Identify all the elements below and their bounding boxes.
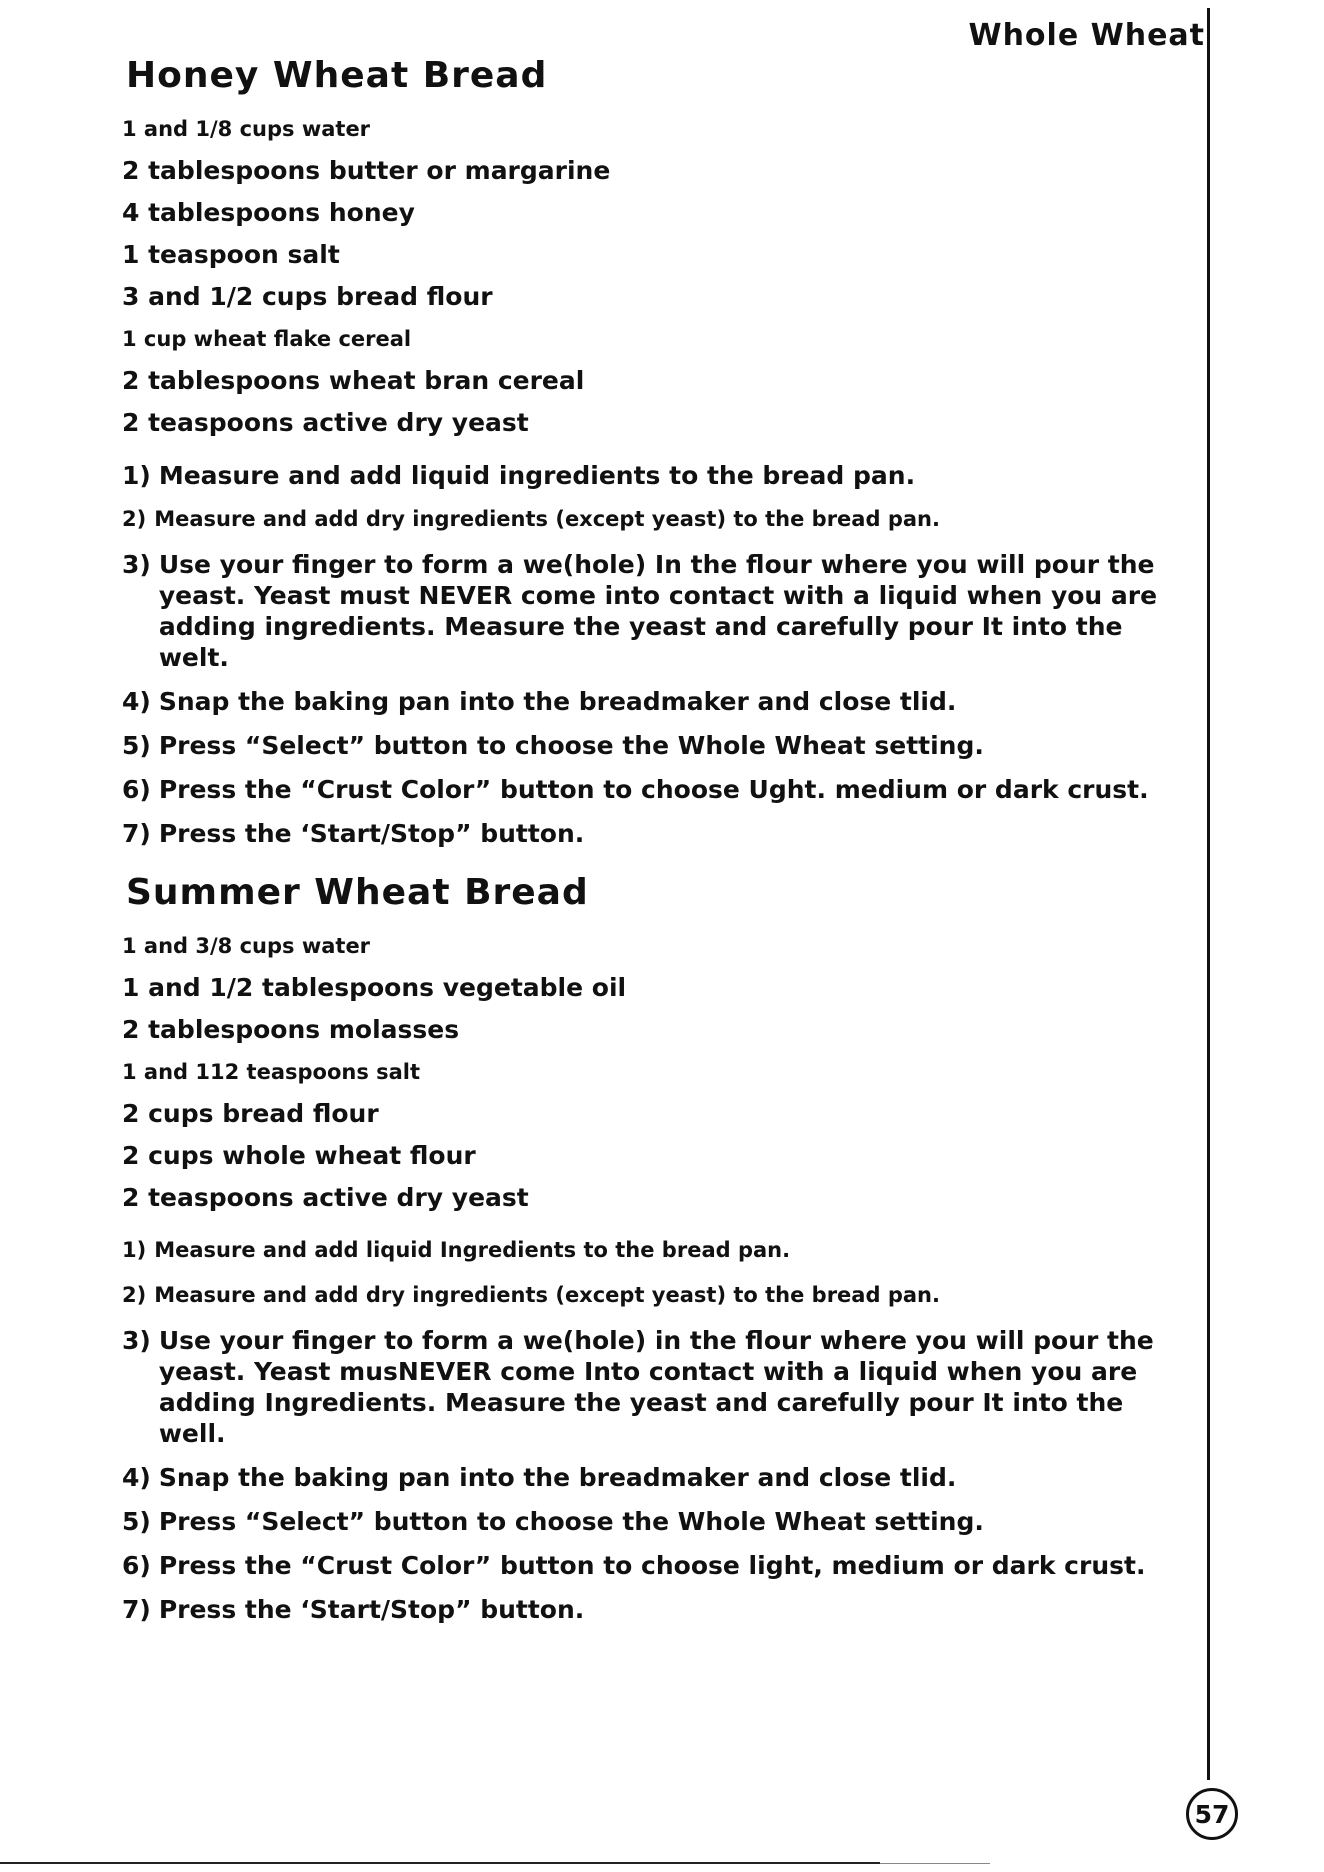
ingredient-item: 2 teaspoons active dry yeast <box>122 408 529 437</box>
section-title: Whole Wheat <box>968 18 1205 53</box>
ingredient-item: 2 teaspoons active dry yeast <box>122 1183 529 1212</box>
ingredient-item: 1 and 3/8 cups water <box>122 934 371 958</box>
ingredient-list <box>122 925 1182 1219</box>
step-text: Press the “Crust Color” button to choose light, medium or dark crust. <box>158 1551 1146 1580</box>
step-number: 6) <box>122 775 151 804</box>
ingredient-item: 2 tablespoons butter or margarine <box>122 156 611 185</box>
recipe-title: Summer Wheat Bread <box>126 872 589 913</box>
bottom-rule <box>0 1862 880 1864</box>
step-text: Measure and add liquid ingredients to the bread pan. <box>158 461 916 490</box>
step-text: Press “Select” button to choose the Whole Wheat setting. <box>158 731 984 760</box>
ingredient-item: 2 cups bread flour <box>122 1099 379 1128</box>
step-text: Use your finger to form a we(hole) in the flour where you will pour the yeast. Yeast musNEVER come Into contact with a liquid when you are adding Ingredients. Measure the yeast and carefully pour It into the well. <box>158 1326 1154 1448</box>
step-number: 3) <box>122 550 151 579</box>
ingredient-item: 3 and 1/2 cups bread flour <box>122 282 493 311</box>
step-item <box>122 504 1182 535</box>
step-number: 6) <box>122 1551 151 1580</box>
step-item <box>122 1235 1182 1266</box>
step-item <box>122 1550 1182 1581</box>
step-item <box>122 549 1182 673</box>
step-item <box>122 1325 1182 1449</box>
ingredient-item: 1 and 1/8 cups water <box>122 117 371 141</box>
recipe-summer-wheat-bread <box>122 872 1182 1638</box>
step-item <box>122 1594 1182 1625</box>
step-text: Press the ‘Start/Stop” button. <box>158 819 585 848</box>
step-text: Measure and add liquid Ingredients to the bread pan. <box>154 1238 791 1262</box>
step-number: 1) <box>122 461 151 490</box>
step-number: 3) <box>122 1326 151 1355</box>
ingredient-item: 2 tablespoons wheat bran cereal <box>122 366 585 395</box>
step-item <box>122 686 1182 717</box>
step-item <box>122 730 1182 761</box>
recipe-title: Honey Wheat Bread <box>126 55 548 96</box>
recipe-honey-wheat-bread <box>122 55 1182 862</box>
step-item <box>122 818 1182 849</box>
step-item <box>122 1462 1182 1493</box>
step-number: 2) <box>122 1283 147 1307</box>
margin-rule <box>1207 8 1210 1780</box>
step-number: 7) <box>122 819 151 848</box>
ingredient-item: 1 cup wheat flake cereal <box>122 327 412 351</box>
step-item <box>122 774 1182 805</box>
step-number: 4) <box>122 1463 151 1492</box>
step-text: Use your finger to form a we(hole) In the flour where you will pour the yeast. Yeast must NEVER come into contact with a liquid when you are adding ingredients. Measure the yeast and carefully pour It into the welt. <box>158 550 1158 672</box>
step-number: 5) <box>122 1507 151 1536</box>
step-text: Snap the baking pan into the breadmaker and close tlid. <box>158 1463 957 1492</box>
ingredient-item: 4 tablespoons honey <box>122 198 415 227</box>
step-item <box>122 1280 1182 1311</box>
ingredient-list <box>122 108 1182 444</box>
ingredient-item: 2 cups whole wheat flour <box>122 1141 476 1170</box>
ingredient-item: 1 teaspoon salt <box>122 240 340 269</box>
step-text: Press the “Crust Color” button to choose Ught. medium or dark crust. <box>158 775 1149 804</box>
step-text: Snap the baking pan into the breadmaker and close tlid. <box>158 687 957 716</box>
step-list <box>122 1235 1182 1625</box>
step-number: 2) <box>122 507 147 531</box>
bottom-rule-tail <box>880 1863 990 1864</box>
step-text: Press the ‘Start/Stop” button. <box>158 1595 585 1624</box>
step-number: 5) <box>122 731 151 760</box>
ingredient-item: 2 tablespoons molasses <box>122 1015 460 1044</box>
step-item <box>122 460 1182 491</box>
step-list <box>122 460 1182 849</box>
ingredient-item: 1 and 112 teaspoons salt <box>122 1060 421 1084</box>
step-text: Measure and add dry ingredients (except yeast) to the bread pan. <box>154 507 940 531</box>
page-number: 57 <box>1186 1788 1238 1840</box>
step-number: 4) <box>122 687 151 716</box>
step-number: 7) <box>122 1595 151 1624</box>
step-item <box>122 1506 1182 1537</box>
step-text: Press “Select” button to choose the Whole Wheat setting. <box>158 1507 984 1536</box>
step-text: Measure and add dry ingredients (except yeast) to the bread pan. <box>154 1283 940 1307</box>
step-number: 1) <box>122 1238 147 1262</box>
ingredient-item: 1 and 1/2 tablespoons vegetable oil <box>122 973 627 1002</box>
